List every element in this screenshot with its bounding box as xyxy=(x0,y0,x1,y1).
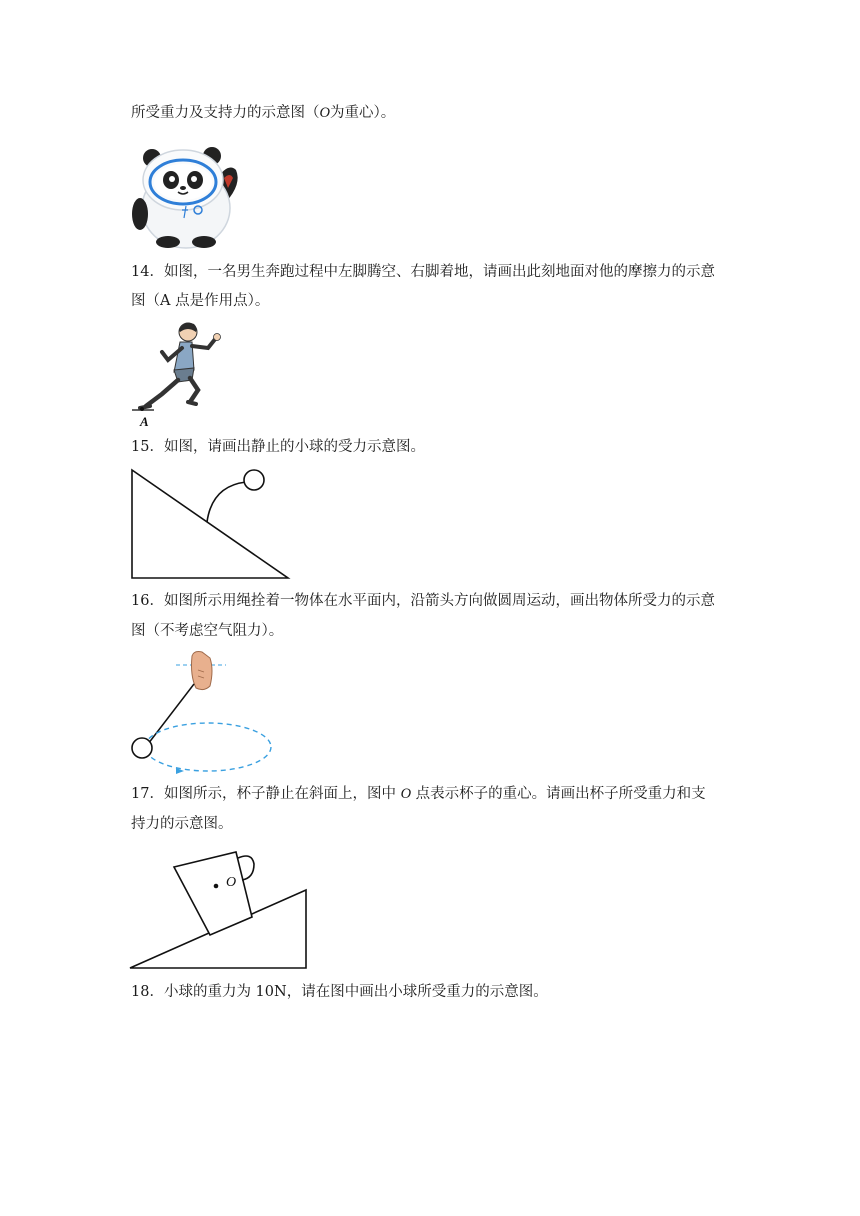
circular-motion-figure xyxy=(128,648,278,778)
question-18-number: 18． xyxy=(131,984,164,1000)
question-14-text-cont: 图（A 点是作用点）。 xyxy=(131,293,270,309)
question-14-line-1 xyxy=(131,262,715,282)
cup-incline-figure xyxy=(128,838,310,972)
question-14-line-2 xyxy=(131,291,269,311)
question-17-text-cont: 持力的示意图。 xyxy=(131,816,233,832)
question-15-text: 如图，请画出静止的小球的受力示意图。 xyxy=(163,439,425,455)
point-a-label: A xyxy=(140,414,149,429)
question-16-line-2 xyxy=(131,621,283,641)
question-16-number: 16． xyxy=(131,593,164,609)
intro-text-before: 所受重力及支持力的示意图（ xyxy=(131,105,320,121)
center-of-gravity-label: O xyxy=(226,875,237,890)
question-17-line-2 xyxy=(131,814,233,834)
runner-figure xyxy=(128,318,228,430)
question-16-text-cont: 图（不考虑空气阻力）。 xyxy=(131,623,284,639)
incline-ball-figure xyxy=(128,462,298,584)
cup xyxy=(174,852,252,935)
question-15-line-1 xyxy=(131,437,425,457)
question-17-italic-o: O xyxy=(400,786,412,802)
question-17-line-1 xyxy=(131,784,706,804)
question-16-text: 如图所示用绳拴着一物体在水平面内，沿箭头方向做圆周运动，画出物体所受力的示意 xyxy=(163,593,715,609)
panda-mascot-figure xyxy=(128,144,244,250)
question-16-line-1 xyxy=(131,591,715,611)
intro-center-label: O xyxy=(319,105,330,121)
center-of-gravity-dot xyxy=(214,884,219,889)
question-17-text-after: 点表示杯子的重心。请画出杯子所受重力和支 xyxy=(411,786,706,802)
object-ball xyxy=(132,738,152,758)
question-18-line-1 xyxy=(131,982,548,1002)
question-15-number: 15． xyxy=(131,439,164,455)
ball xyxy=(244,470,264,490)
question-18-text: 小球的重力为 10N，请在图中画出小球所受重力的示意图。 xyxy=(163,984,548,1000)
question-14-number: 14． xyxy=(131,264,164,280)
question-17-number: 17． xyxy=(131,786,164,802)
question-14-text: 如图，一名男生奔跑过程中左脚腾空、右脚着地，请画出此刻地面对他的摩擦力的示意 xyxy=(163,264,715,280)
intro-text-after: 为重心）。 xyxy=(329,105,396,121)
question-17-text-before: 如图所示，杯子静止在斜面上，图中 xyxy=(163,786,401,802)
intro-line xyxy=(131,103,395,123)
